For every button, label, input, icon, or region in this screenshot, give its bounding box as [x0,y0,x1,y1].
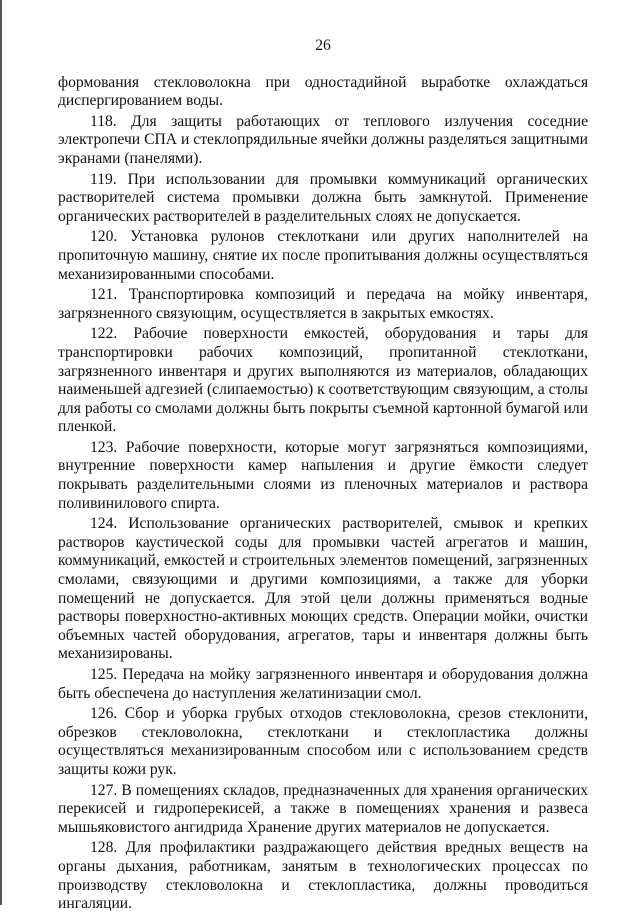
paragraph-123: 123. Рабочие поверхности, которые могут загрязняться композициями, внутренние поверхности камер напыления и другие ёмкости следует покрывать разделительными слоями из пленочных материалов и раствора поливинилового спирта. [58,438,588,512]
paragraph-124: 124. Использование органических растворителей, смывок и крепких растворов каустической соды для промывки частей агрегатов и машин, коммуникаций, емкостей и строительных элементов помещений, загрязненных смолами, связующими и другими композициями, а также для уборки помещений не допускается. Для этой цели должны применяться водные растворы поверхностно-активных моющих средств. Операции мойки, очистки объемных частей оборудования, агрегатов, тары и инвентаря должны быть механизированы. [58,515,588,663]
page-number: 26 [315,37,331,54]
paragraph-128: 128. Для профилактики раздражающего действия вредных веществ на органы дыхания, работникам, занятым в технологических процессах по производству стекловолокна и стеклопластика, должны проводиться ингаляции. [58,839,588,913]
paragraph-127: 127. В помещениях складов, предназначенных для хранения органических перекисей и гидроперекисей, а также в помещениях хранения и развеса мышьяковистого ангидрида Хранение других материалов не допускается. [58,781,588,836]
paragraph-121: 121. Транспортировка композиций и передача на мойку инвентаря, загрязненного связующим, осуществляется в закрытых емкостях. [58,286,588,322]
paragraph: формования стекловолокна при одностадийной выработке охлаждаться диспергированием воды. [58,73,588,110]
paragraph-119: 119. При использовании для промывки коммуникаций органических растворителей система промывки должна быть замкнутой. Применение органических растворителей в разделительных слоях не допускается. [58,170,588,225]
paragraph-122: 122. Рабочие поверхности емкостей, оборудования и тары для транспортировки рабочих композиций, пропитанной стеклоткани, загрязненного инвентаря и других выполняются из материалов, обладающих наименьшей адгезией (слипаемостью) к соответствующим связующим, а столы для работы со смолами должны быть покрыты съемной картонной бумагой или пленкой. [58,325,588,436]
document-body [58,74,588,914]
paragraph-120: 120. Установка рулонов стеклоткани или других наполнителей на пропиточную машину, снятие их после пропитывания должны осуществляться механизированными способами. [58,228,588,283]
paragraph-125: 125. Передача на мойку загрязненного инвентаря и оборудования должна быть обеспечена до наступления желатинизации смол. [58,666,588,702]
paragraph-118: 118. Для защиты работающих от теплового излучения соседние электропечи СПА и стеклопрядильные ячейки должны разделяться защитными экранами (панелями). [58,112,588,167]
paragraph-126: 126. Сбор и уборка грубых отходов стекловолокна, срезов стеклонити, обрезков стекловолокна, стеклоткани и стеклопластика должны осуществляться механизированным способом или с использованием средств защиты кожи рук. [58,705,588,778]
document-page [58,37,588,916]
